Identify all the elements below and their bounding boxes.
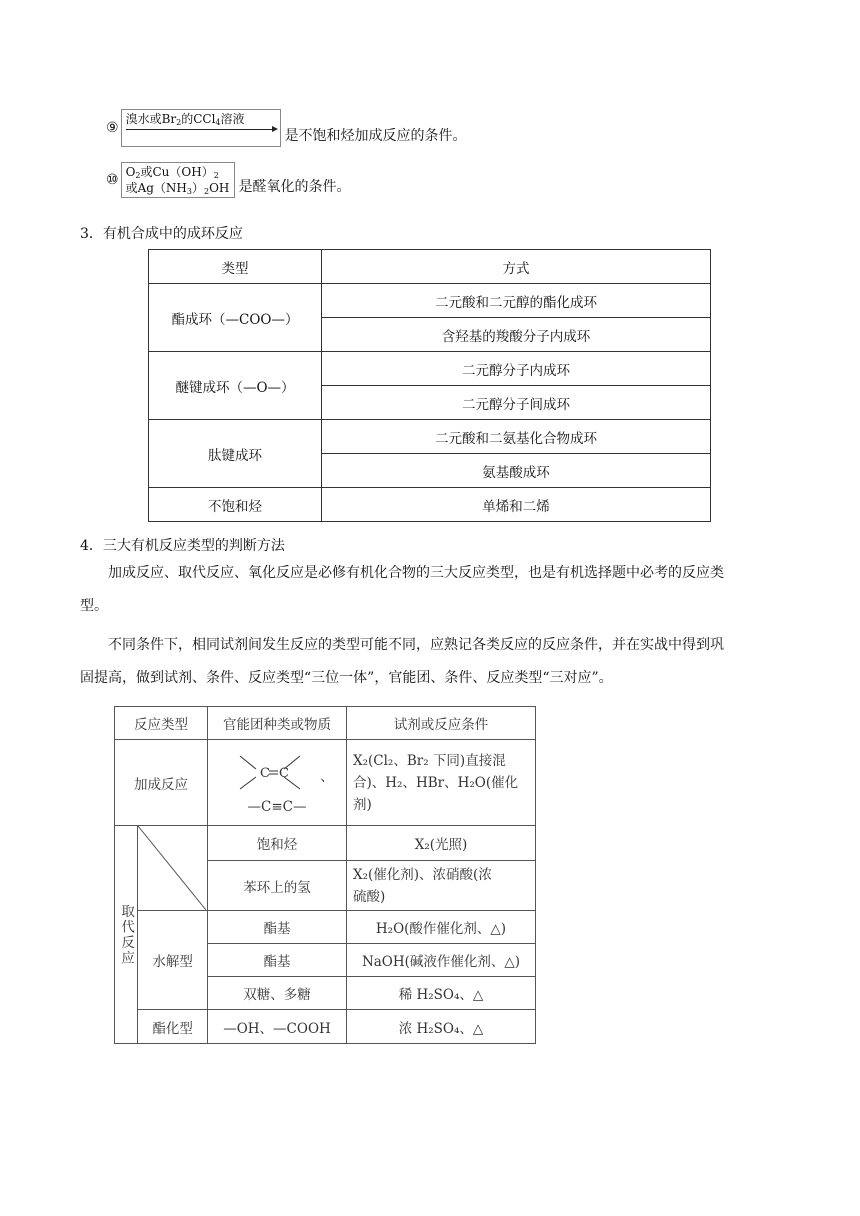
ring-method: 二元醇分子间成环 — [322, 386, 711, 420]
table-row — [115, 1010, 536, 1044]
arrow-icon — [126, 129, 276, 130]
ring-method: 二元酸和二元醇的酯化成环 — [322, 284, 711, 318]
reaction-condition: X₂(催化剂)、浓硝酸(浓 硫酸) — [347, 861, 536, 911]
condition-box: $O_2$或$Cu(OH)_2$ 或$Ag(NH_3)_2OH$ — [121, 162, 235, 198]
reaction-type-table — [114, 706, 536, 1044]
sub-type: 酯化型 — [138, 1010, 208, 1044]
table-row — [149, 488, 711, 522]
reaction-condition: H₂O(酸作催化剂、△) — [347, 911, 536, 944]
paragraph-2: 不同条件下，相同试剂间发生反应的类型可能不同，应熟记各类反应的反应条件，并在实战中得到巩 固提高，做到试剂、条件、反应类型“三位一体”，官能团、条件、反应类型“三对应”。 — [80, 637, 724, 686]
substitution-label: 取代反应 — [115, 826, 138, 1044]
reaction-condition: 浓 H₂SO₄、△ — [347, 1010, 536, 1044]
alkene-structure-icon — [220, 751, 320, 801]
table-header: 试剂或反应条件 — [347, 707, 536, 740]
ring-method: 二元酸和二氨基化合物成环 — [322, 420, 711, 454]
table-row — [115, 740, 536, 826]
ring-method: 二元醇分子内成环 — [322, 352, 711, 386]
section-heading: 4．三大有机反应类型的判断方法 — [80, 538, 285, 554]
condition-text: 是不饱和烃加成反应的条件。 — [284, 128, 467, 144]
diagonal-cell — [138, 826, 208, 911]
table-row — [115, 826, 536, 861]
ring-type: 不饱和烃 — [149, 488, 322, 522]
condition-number: ⑩ — [106, 172, 119, 188]
ring-method: 单烯和二烯 — [322, 488, 711, 522]
functional-group: 酯基 — [208, 911, 347, 944]
svg-text:C: C — [260, 765, 271, 781]
functional-group: —OH、—COOH — [208, 1010, 347, 1044]
table-row — [149, 284, 711, 318]
svg-text:C: C — [279, 765, 290, 781]
reaction-condition: X₂(光照) — [347, 826, 536, 861]
table-header-row — [115, 707, 536, 740]
functional-group: 饱和烃 — [208, 826, 347, 861]
table-row — [149, 420, 711, 454]
reaction-condition: NaOH(碱液作催化剂、△) — [347, 944, 536, 977]
ring-type: 酯成环（—COO—） — [149, 284, 322, 352]
functional-group: 双糖、多糖 — [208, 977, 347, 1010]
condition-10 — [106, 162, 351, 198]
section-heading: 3．有机合成中的成环反应 — [80, 226, 243, 242]
table-header: 官能团种类或物质 — [208, 707, 347, 740]
functional-group: 苯环上的氢 — [208, 861, 347, 911]
reaction-type: 加成反应 — [115, 740, 208, 826]
ring-method: 含羟基的羧酸分子内成环 — [322, 318, 711, 352]
ring-formation-table — [148, 249, 711, 522]
ring-method: 氨基酸成环 — [322, 454, 711, 488]
paragraph-1: 加成反应、取代反应、氧化反应是必修有机化合物的三大反应类型，也是有机选择题中必考的反应类 型。 — [80, 565, 724, 614]
reaction-condition: X₂(Cl₂、Br₂ 下同)直接混 合)、H₂、HBr、H₂O(催化 剂) — [347, 740, 536, 826]
table-header-row — [149, 250, 711, 284]
functional-group: C C 、 —C≡C— — [208, 740, 347, 826]
condition-text: 是醛氧化的条件。 — [238, 179, 351, 195]
table-header: 方式 — [322, 250, 711, 284]
ring-type: 醚键成环（—O—） — [149, 352, 322, 420]
functional-group: 酯基 — [208, 944, 347, 977]
ring-type: 肽键成环 — [149, 420, 322, 488]
condition-number: ⑨ — [106, 120, 119, 136]
table-header: 类型 — [149, 250, 322, 284]
reaction-condition: 稀 H₂SO₄、△ — [347, 977, 536, 1010]
sub-type: 水解型 — [138, 911, 208, 1010]
diagonal-line — [138, 826, 206, 910]
condition-box: 溴水或$Br_2$的CCl$_4$溶液 — [121, 109, 281, 147]
table-header: 反应类型 — [115, 707, 208, 740]
condition-9 — [106, 109, 467, 147]
table-row — [149, 352, 711, 386]
table-row — [115, 911, 536, 944]
